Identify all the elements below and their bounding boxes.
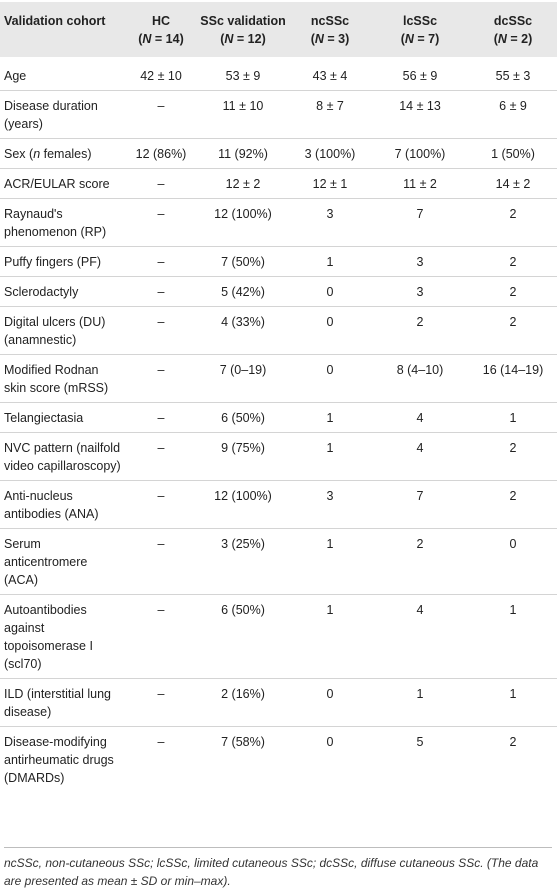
row-label: Age <box>4 69 27 83</box>
cell-ncssc: 0 <box>289 277 371 307</box>
cell-lcssc: 56 ± 9 <box>402 69 438 83</box>
cell-ncssc: 43 ± 4 <box>312 69 348 83</box>
row-label: Telangiectasia <box>0 403 125 433</box>
row-label: Serum anticentromere (ACA) <box>0 529 125 595</box>
cell-dcssc: 6 ± 9 <box>469 91 557 139</box>
cell-ncssc: 12 ± 1 <box>289 169 371 199</box>
header-n-ncssc: (N = 3) <box>310 32 350 46</box>
cell-dcssc: 2 <box>469 481 557 529</box>
header-hc: HC (N = 14) <box>138 14 184 46</box>
cell-ssc: 7 (50%) <box>197 247 289 277</box>
cell-lcssc: 7 (100%) <box>371 139 469 169</box>
header-validation-cohort: Validation cohort <box>4 14 106 28</box>
row-label: ACR/EULAR score <box>0 169 125 199</box>
row-label: Disease-modifying antirheumatic drugs (DMARDs) <box>0 727 125 793</box>
row-label: Puffy fingers (PF) <box>0 247 125 277</box>
cell-hc: – <box>125 679 197 727</box>
cell-hc: – <box>125 433 197 481</box>
cell-dcssc: 1 <box>469 679 557 727</box>
row-label: Sex (n females) <box>0 139 125 169</box>
table-row <box>0 277 557 307</box>
cell-ncssc: 0 <box>289 679 371 727</box>
cell-lcssc: 4 <box>371 403 469 433</box>
cell-hc: – <box>125 247 197 277</box>
cell-hc: 12 (86%) <box>125 139 197 169</box>
header-ssc-validation: SSc validation (N = 12) <box>200 14 286 46</box>
table-row <box>0 91 557 139</box>
table-body <box>0 57 557 792</box>
cell-hc: – <box>125 481 197 529</box>
row-label: Raynaud's phenomenon (RP) <box>0 199 125 247</box>
cell-ncssc: 1 <box>289 595 371 679</box>
cell-lcssc: 4 <box>371 433 469 481</box>
cell-dcssc: 55 ± 3 <box>495 69 531 83</box>
table-row <box>0 199 557 247</box>
table-row <box>0 169 557 199</box>
cell-ncssc: 8 ± 7 <box>289 91 371 139</box>
cell-dcssc: 0 <box>469 529 557 595</box>
table-header <box>0 2 557 57</box>
cell-ssc: 9 (75%) <box>197 433 289 481</box>
cell-ncssc: 1 <box>289 529 371 595</box>
cell-lcssc: 3 <box>371 277 469 307</box>
cell-hc: – <box>125 727 197 793</box>
cell-dcssc: 2 <box>469 277 557 307</box>
cell-ssc: 7 (58%) <box>197 727 289 793</box>
table-row <box>0 247 557 277</box>
cell-hc: – <box>125 199 197 247</box>
cell-dcssc: 2 <box>469 727 557 793</box>
row-label: Autoantibodies against topoisomerase I (scl70) <box>0 595 125 679</box>
cell-ncssc: 0 <box>289 355 371 403</box>
header-n-hc: (N = 14) <box>138 32 184 46</box>
cell-ssc: 4 (33%) <box>197 307 289 355</box>
table-row <box>0 433 557 481</box>
cell-ncssc: 0 <box>289 307 371 355</box>
cell-ssc: 5 (42%) <box>197 277 289 307</box>
cell-dcssc: 2 <box>469 307 557 355</box>
cell-lcssc: 2 <box>371 307 469 355</box>
header-n-ssc: (N = 12) <box>220 32 266 46</box>
cell-hc: – <box>125 403 197 433</box>
header-n-lcssc: (N = 7) <box>400 32 440 46</box>
row-label: Digital ulcers (DU) (anamnestic) <box>0 307 125 355</box>
cell-ssc: 53 ± 9 <box>225 69 261 83</box>
cell-hc: – <box>125 277 197 307</box>
cell-lcssc: 7 <box>371 199 469 247</box>
cell-hc: – <box>125 595 197 679</box>
cell-hc: – <box>125 91 197 139</box>
cell-dcssc: 2 <box>469 433 557 481</box>
validation-cohort-table <box>0 2 557 792</box>
table-footnote: ncSSc, non-cutaneous SSc; lcSSc, limited cutaneous SSc; dcSSc, diffuse cutaneous SSc. (The data are presented as mean ± SD or min–max). <box>4 847 552 890</box>
cell-lcssc: 11 ± 2 <box>371 169 469 199</box>
row-label: ILD (interstitial lung disease) <box>0 679 125 727</box>
header-row <box>0 2 557 57</box>
cell-dcssc: 16 (14–19) <box>469 355 557 403</box>
cell-ssc: 6 (50%) <box>197 403 289 433</box>
cell-dcssc: 14 ± 2 <box>469 169 557 199</box>
cell-ssc: 3 (25%) <box>197 529 289 595</box>
cell-ssc: 11 (92%) <box>197 139 289 169</box>
table-row <box>0 679 557 727</box>
cell-ssc: 7 (0–19) <box>197 355 289 403</box>
cell-lcssc: 1 <box>371 679 469 727</box>
row-label: Sclerodactyly <box>0 277 125 307</box>
cell-ncssc: 3 (100%) <box>289 139 371 169</box>
table-row <box>0 307 557 355</box>
row-label: Anti-nucleus antibodies (ANA) <box>0 481 125 529</box>
cell-ncssc: 3 <box>289 481 371 529</box>
row-label: Disease duration (years) <box>0 91 125 139</box>
cell-lcssc: 7 <box>371 481 469 529</box>
cell-hc: – <box>125 529 197 595</box>
cell-hc: – <box>125 355 197 403</box>
cell-dcssc: 2 <box>469 199 557 247</box>
cell-ssc: 6 (50%) <box>197 595 289 679</box>
cell-lcssc: 3 <box>371 247 469 277</box>
header-ncssc: ncSSc (N = 3) <box>310 14 350 46</box>
table-row <box>0 529 557 595</box>
cell-dcssc: 1 (50%) <box>469 139 557 169</box>
header-dcssc: dcSSc (N = 2) <box>493 14 533 46</box>
cell-lcssc: 4 <box>371 595 469 679</box>
row-label: NVC pattern (nailfold video capillaroscopy) <box>0 433 125 481</box>
cell-hc: – <box>125 307 197 355</box>
cell-lcssc: 8 (4–10) <box>371 355 469 403</box>
cell-ssc: 2 (16%) <box>197 679 289 727</box>
table-row <box>0 595 557 679</box>
table-row <box>0 481 557 529</box>
cell-lcssc: 14 ± 13 <box>371 91 469 139</box>
cell-hc: 42 ± 10 <box>140 69 182 83</box>
cell-lcssc: 5 <box>371 727 469 793</box>
cell-ssc: 12 (100%) <box>197 199 289 247</box>
table-row <box>0 403 557 433</box>
cell-lcssc: 2 <box>371 529 469 595</box>
cell-dcssc: 2 <box>469 247 557 277</box>
table-row <box>0 57 557 91</box>
cell-ncssc: 3 <box>289 199 371 247</box>
cell-ssc: 12 (100%) <box>197 481 289 529</box>
cell-ncssc: 1 <box>289 247 371 277</box>
cell-ncssc: 0 <box>289 727 371 793</box>
header-n-dcssc: (N = 2) <box>493 32 533 46</box>
cell-ssc: 12 ± 2 <box>197 169 289 199</box>
cell-hc: – <box>125 169 197 199</box>
cell-dcssc: 1 <box>469 595 557 679</box>
cell-ssc: 11 ± 10 <box>197 91 289 139</box>
table-row <box>0 355 557 403</box>
cell-ncssc: 1 <box>289 433 371 481</box>
row-label: Modified Rodnan skin score (mRSS) <box>0 355 125 403</box>
cell-dcssc: 1 <box>469 403 557 433</box>
cell-ncssc: 1 <box>289 403 371 433</box>
header-lcssc: lcSSc (N = 7) <box>400 14 440 46</box>
table-row <box>0 727 557 793</box>
table-row <box>0 139 557 169</box>
